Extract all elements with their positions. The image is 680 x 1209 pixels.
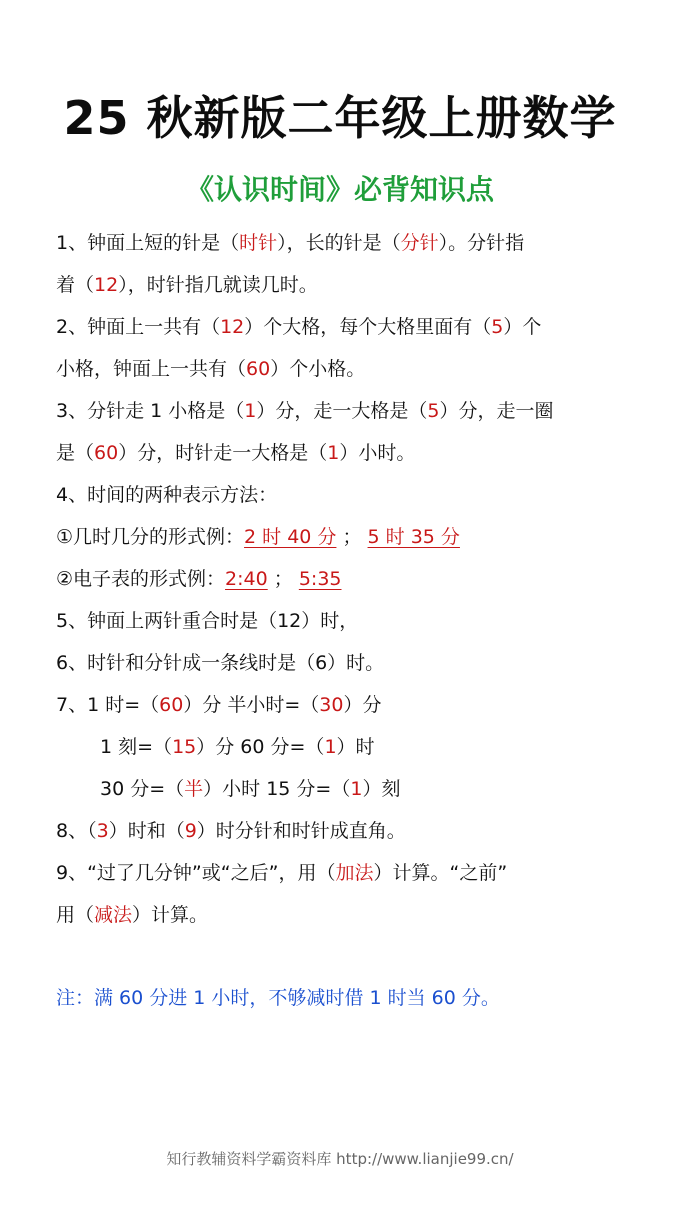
answer: 60: [159, 694, 184, 716]
item-9-line-1: 9、“过了几分钟”或“之后”，用（加法）计算。“之前”: [56, 862, 508, 884]
answer: 9: [184, 820, 197, 842]
item-2-line-1: 2、钟面上一共有（12）个大格，每个大格里面有（5）个: [56, 316, 542, 338]
item-9-line-2: 用（减法）计算。: [56, 904, 209, 926]
answer: 5: [491, 316, 504, 338]
answer: 加法: [335, 862, 374, 884]
item-7-line-1: 7、1 时=（60）分 半小时=（30）分: [56, 694, 382, 716]
answer: 5:35: [298, 568, 342, 590]
item-2-line-2: 小格，钟面上一共有（60）个小格。: [56, 358, 366, 380]
item-6: 6、时针和分针成一条线时是（6）时。: [56, 652, 385, 674]
item-1-line-1: 1、钟面上短的针是（时针），长的针是（分针）。分针指: [56, 232, 525, 254]
item-4-example-1: ①几时几分的形式例：2 时 40 分 ； 5 时 35 分: [56, 526, 460, 548]
answer: 12: [220, 316, 245, 338]
item-5: 5、钟面上两针重合时是（12）时，: [56, 610, 359, 632]
footer-source: 知行教辅资料学霸资料库 http://www.lianjie99.cn/: [166, 1150, 514, 1168]
answer: 半: [184, 778, 204, 800]
answer: 60: [246, 358, 271, 380]
item-1-line-2: 着（12），时针指几就读几时。: [56, 274, 318, 296]
item-3-line-2: 是（60）分，时针走一大格是（1）小时。: [56, 442, 416, 464]
answer: 1: [324, 736, 337, 758]
answer: 减法: [94, 904, 133, 926]
answer-minute-hand: 分针: [400, 232, 439, 254]
answer: 2 时 40 分: [244, 526, 337, 548]
answer: 60: [94, 442, 119, 464]
item-4-example-2: ②电子表的形式例：2:40 ； 5:35: [56, 568, 342, 590]
answer: 1: [350, 778, 363, 800]
page-subtitle: 《认识时间》必背知识点: [185, 173, 494, 206]
item-7-line-2: 1 刻=（15）分 60 分=（1）时: [100, 736, 375, 758]
answer: 3: [96, 820, 109, 842]
answer: 5: [427, 400, 440, 422]
answer: 15: [172, 736, 197, 758]
answer: 1: [327, 442, 340, 464]
item-8: 8、（3）时和（9）时分针和时针成直角。: [56, 820, 406, 842]
note: 注：满 60 分进 1 小时，不够减时借 1 时当 60 分。: [56, 987, 500, 1009]
answer: 5 时 35 分: [367, 526, 460, 548]
item-4-heading: 4、时间的两种表示方法：: [56, 484, 278, 506]
answer: 2:40: [225, 568, 268, 590]
answer-hour-hand: 时针: [239, 232, 278, 254]
item-3-line-1: 3、分针走 1 小格是（1）分，走一大格是（5）分，走一圈: [56, 400, 554, 422]
answer: 12: [94, 274, 119, 296]
item-7-line-3: 30 分=（半）小时 15 分=（1）刻: [100, 778, 401, 800]
page-title: 25 秋新版二年级上册数学: [63, 91, 617, 145]
answer: 1: [244, 400, 257, 422]
answer: 30: [319, 694, 344, 716]
